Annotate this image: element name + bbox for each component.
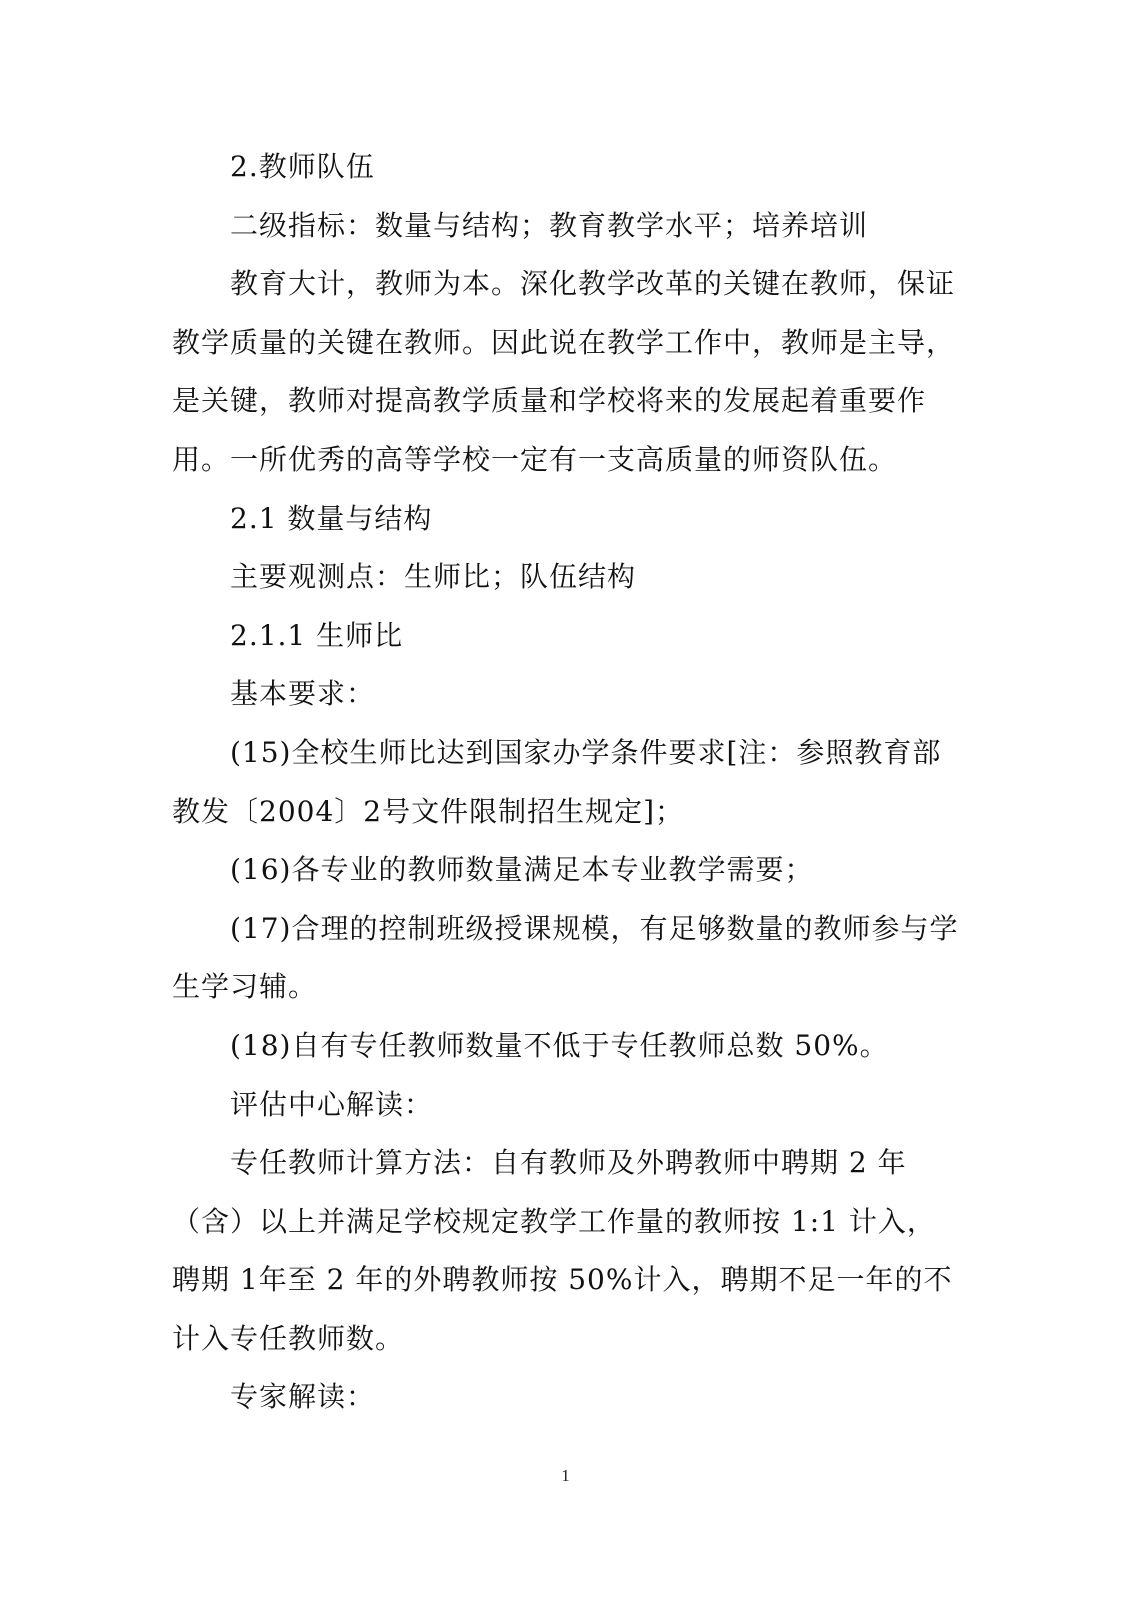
requirement-item: (18)自有专任教师数量不低于专任教师总数 50%。 xyxy=(230,1028,889,1062)
secondary-indicators: 二级指标：数量与结构；教育教学水平；培养培训 xyxy=(230,208,869,242)
intro-paragraph: 教育大计，教师为本。深化教学改革的关键在教师，保证教学质量的关键在教师。因此说在教学工作中，教师是主导，是关键，教师对提高教学质量和学校将来的发展起着重要作用。一所优秀的高等学校一定有一支高质量的师资队伍。 xyxy=(172,267,956,476)
requirement-item: (17)合理的控制班级授课规模，有足够数量的教师参与学生学习辅。 xyxy=(172,911,959,1004)
requirement-item: (15)全校生师比达到国家办学条件要求[注：参照教育部教发〔2004〕2号文件限制招生规定]； xyxy=(172,735,942,828)
expert-interpretation-label: 专家解读： xyxy=(230,1380,376,1414)
observation-points: 主要观测点：生师比；队伍结构 xyxy=(230,560,637,594)
section-title: 2.教师队伍 xyxy=(230,150,375,183)
document-body xyxy=(172,138,962,1427)
page-number: 1 xyxy=(561,1466,570,1485)
center-interpretation-label: 评估中心解读： xyxy=(230,1087,434,1121)
subsection-title: 2.1 数量与结构 xyxy=(230,501,433,535)
requirement-item: (16)各专业的教师数量满足本专业教学需要； xyxy=(230,853,814,887)
subsubsection-title: 2.1.1 生师比 xyxy=(230,618,404,652)
center-interpretation-text: 专任教师计算方法：自有教师及外聘教师中聘期 2 年（含）以上并满足学校规定教学工作量的教师按 1:1 计入，聘期 1年至 2 年的外聘教师按 50%计入，聘期不足一年的不计入专任教师数。 xyxy=(172,1146,953,1355)
basic-requirements-label: 基本要求： xyxy=(230,677,376,711)
